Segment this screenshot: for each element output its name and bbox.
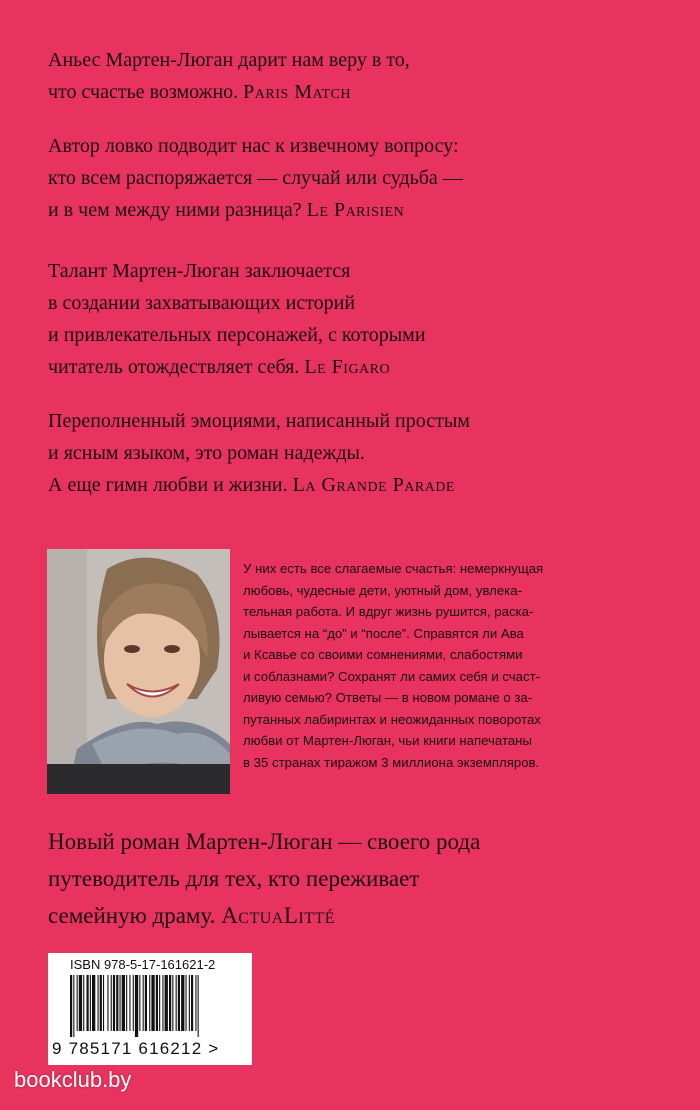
- barcode-bar: [178, 975, 180, 1031]
- quote-line: Автор ловко подводит нас к извечному вопросу:: [48, 135, 459, 157]
- quote-line-with-source: [48, 351, 426, 383]
- quote-line: Новый роман Мартен-Люган — своего рода: [48, 829, 481, 854]
- description-line: тельная работа. И вдруг жизнь рушится, раска-: [243, 604, 534, 619]
- barcode-bar: [172, 975, 173, 1031]
- quote-line: семейную драму.: [48, 903, 216, 928]
- description-line: и Ксавье со своими сомнениями, слабостями: [243, 647, 523, 662]
- quote-line: и в чем между ними разница?: [48, 199, 302, 221]
- barcode-bar: [186, 975, 187, 1031]
- barcode-bar: [129, 975, 130, 1031]
- barcode-bar: [98, 975, 99, 1031]
- quote-line-with-source: [48, 469, 470, 501]
- quote-line: путеводитель для тех, кто переживает: [48, 866, 420, 891]
- quote-line: Аньес Мартен-Люган дарит нам веру в то,: [48, 49, 410, 71]
- site-watermark: bookclub.by: [14, 1067, 132, 1092]
- barcode-bar: [120, 975, 121, 1031]
- quote-source: La Grande Parade: [292, 474, 455, 496]
- description-line: путанных лабиринтах и неожиданных поворотах: [243, 711, 541, 727]
- barcode-bar: [143, 975, 144, 1031]
- barcode-bar: [198, 975, 199, 1037]
- barcode-bar: [83, 975, 84, 1031]
- barcode-bar: [111, 975, 112, 1031]
- quote-line-with-source: [48, 76, 410, 108]
- barcode-bar: [159, 975, 160, 1031]
- isbn-barcode: [48, 953, 252, 1065]
- barcode-bar: [133, 975, 134, 1031]
- description-line: ливую семью? Ответы — в новом романе о за-: [243, 690, 533, 705]
- review-quote-paris-match: [48, 44, 410, 108]
- review-quote-actualitte: [48, 823, 480, 934]
- barcode-bar: [195, 975, 196, 1031]
- quote-line: Талант Мартен-Люган заключается: [48, 260, 351, 282]
- quote-line: в создании захватывающих историй: [48, 292, 356, 314]
- barcode-bar: [100, 975, 102, 1031]
- barcode-bar: [73, 975, 74, 1037]
- barcode-bars: [70, 975, 238, 1037]
- barcode-bar: [79, 975, 82, 1031]
- quote-line: Переполненный эмоциями, написанный простым: [48, 410, 470, 432]
- quote-line-with-source: [48, 897, 480, 934]
- quote-line-with-source: [48, 194, 463, 226]
- barcode-bar: [165, 975, 168, 1031]
- quote-line: кто всем распоряжается — случай или судьба —: [48, 167, 463, 189]
- quote-source: Le Figaro: [304, 356, 391, 378]
- description-line: У них есть все слагаемые счастья: немеркнущая: [243, 561, 544, 576]
- barcode-bar: [90, 975, 91, 1031]
- barcode-bar: [103, 975, 104, 1031]
- description-line: и соблазнами? Сохранят ли самих себя и счаст-: [243, 668, 541, 684]
- barcode-bar: [151, 975, 154, 1031]
- barcode-bar: [92, 975, 95, 1031]
- review-quote-le-figaro: [48, 255, 426, 383]
- barcode-digits: 9 785171 616212 >: [52, 1039, 220, 1058]
- barcode-bar: [77, 975, 78, 1031]
- barcode-bar: [149, 975, 150, 1031]
- quote-line: и привлекательных персонажей, с которыми: [48, 324, 426, 346]
- description-line: лывается на “до” и “после”. Справятся ли Ава: [243, 625, 524, 641]
- barcode-bar: [126, 975, 127, 1031]
- barcode-bar: [70, 975, 72, 1037]
- review-quote-le-parisien: [48, 130, 463, 226]
- barcode-bar: [145, 975, 147, 1031]
- author-portrait-image: [47, 549, 230, 794]
- description-line: любви от Мартен-Люган, чьи книги напечатаны: [243, 733, 532, 748]
- barcode-bar: [162, 975, 163, 1031]
- barcode-bar: [181, 975, 184, 1031]
- barcode-bar: [135, 975, 138, 1037]
- barcode-bar: [113, 975, 115, 1031]
- barcode-bar: [116, 975, 118, 1031]
- barcode-bar: [107, 975, 108, 1031]
- quote-source: Le Parisien: [306, 199, 405, 221]
- book-description: [243, 558, 663, 773]
- barcode-bar: [87, 975, 89, 1031]
- quote-source: Paris Match: [243, 81, 352, 103]
- barcode-bar: [176, 975, 177, 1031]
- isbn-label: ISBN 978-5-17-161621-2: [70, 957, 216, 972]
- quote-line: и ясным языком, это роман надежды.: [48, 442, 365, 464]
- quote-line: что счастье возможно.: [48, 81, 239, 103]
- barcode-bar: [139, 975, 140, 1031]
- quote-source: ActuaLitté: [221, 903, 336, 928]
- quote-line: А еще гимн любви и жизни.: [48, 474, 288, 496]
- description-line: в 35 странах тиражом 3 миллиона экземпляров.: [243, 754, 540, 770]
- barcode-bar: [191, 975, 193, 1031]
- barcode-bar: [189, 975, 190, 1031]
- description-line: любовь, чудесные дети, уютный дом, увлека-: [243, 582, 522, 598]
- barcode-bar: [169, 975, 171, 1031]
- quote-line: читатель отождествляет себя.: [48, 356, 300, 378]
- barcode-bar: [122, 975, 125, 1031]
- author-photo: [47, 549, 230, 794]
- review-quote-la-grande-parade: [48, 405, 470, 501]
- barcode-bar: [156, 975, 158, 1031]
